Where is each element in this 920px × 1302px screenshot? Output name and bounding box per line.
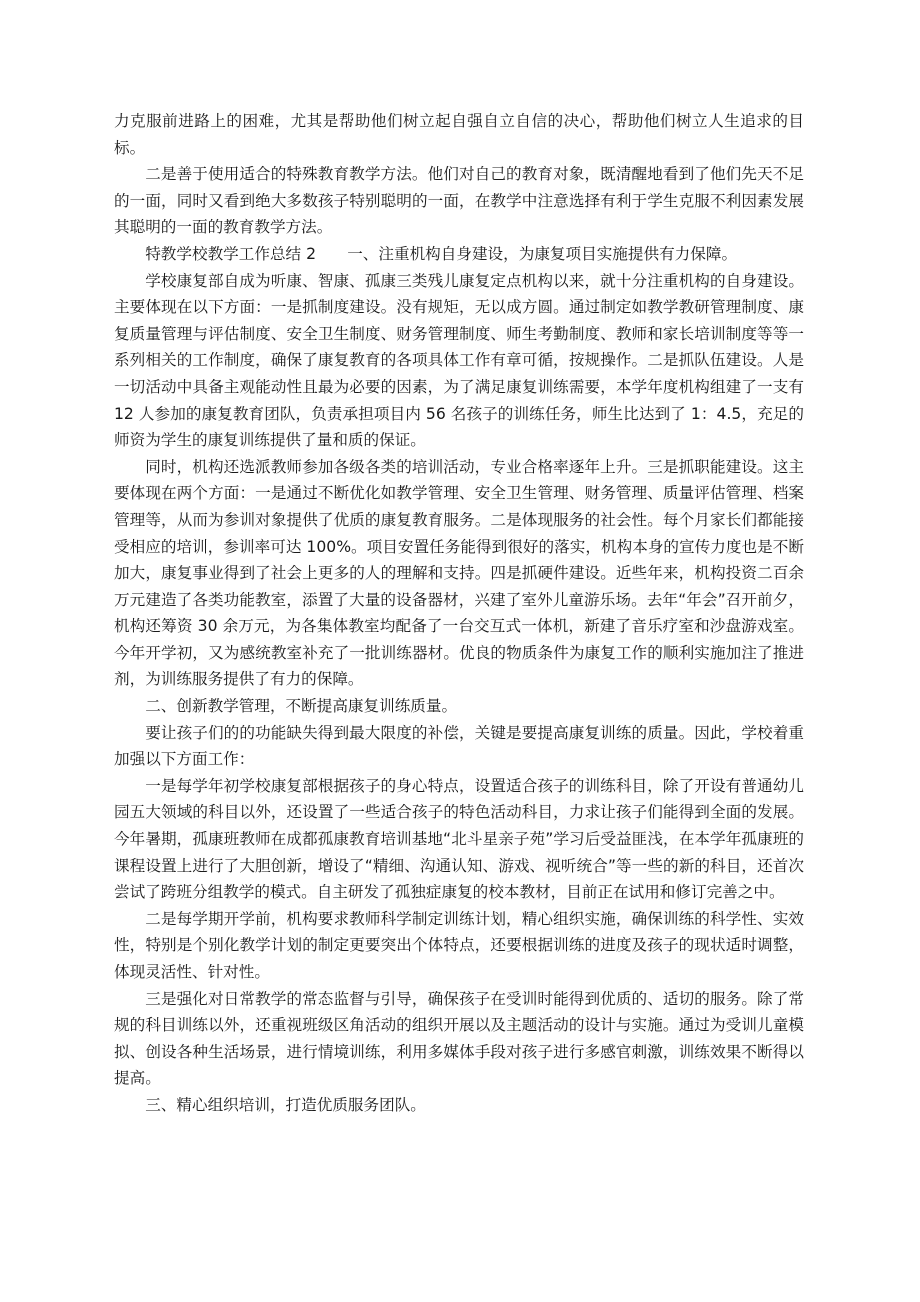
paragraph-training-quality: 要让孩子们的的功能缺失得到最大限度的补偿，关键是要提高康复训练的质量。因此，学校着重加强以下方面工作： (114, 723, 804, 769)
paragraph-point-one: 一是每学年初学校康复部根据孩子的身心特点，设置适合孩子的训练科目，除了开设有普通幼儿园五大领域的科目以外，还设置了一些适合孩子的特色活动科目，力求让孩子们能得到全面的发展。今年暑期，孤康班教师在成都孤康教育培训基地“北斗星亲子苑”学习后受益匪浅，在本学年孤康班的课程设置上进行了大胆创新，增设了“精细、沟通认知、游戏、视听统合”等一些的新的科目，还首次尝试了跨班分组教学的模式。自主研发了孤独症康复的校本教材，目前正在试用和修订完善之中。 (114, 776, 804, 902)
paragraph-continuation: 力克服前进路上的困难，尤其是帮助他们树立起自强自立自信的决心，帮助他们树立人生追求的目标。 (114, 112, 804, 157)
paragraph-point-two: 二是每学期开学前，机构要求教师科学制定训练计划，精心组织实施，确保训练的科学性、实效性，特别是个别化教学计划的制定更要突出个体特点，还要根据训练的进度及孩子的现状适时调整，体现灵活性、针对性。 (114, 909, 804, 981)
paragraph-point-three: 三是强化对日常教学的常态监督与引导，确保孩子在受训时能得到优质的、适切的服务。除了常规的科目训练以外，还重视班级区角活动的组织开展以及主题活动的设计与实施。通过为受训儿童模拟、创设各种生活场景，进行情境训练，利用多媒体手段对孩子进行多感官刺激，训练效果不断得以提高。 (114, 989, 804, 1088)
paragraph-functional-building: 同时，机构还选派教师参加各级各类的培训活动，专业合格率逐年上升。三是抓职能建设。这主要体现在两个方面：一是通过不断优化如教学管理、安全卫生管理、财务管理、质量评估管理、档案管理等，从而为参训对象提供了优质的康复教育服务。二是体现服务的社会性。每个月家长们都能接受相应的培训，参训率可达 100%。项目安置任务能得到很好的落实，机构本身的宣传力度也是不断加大，康复事业得到了社会上更多的人的理解和支持。四是抓硬件建设。近些年来，机构投资二百余万元建造了各类功能教室，添置了大量的设备器材，兴建了室外儿童游乐场。去年“年会”召开前夕，机构还筹资 30 余万元，为各集体教室均配备了一台交互式一体机，新建了音乐疗室和沙盘游戏室。今年开学初，又为感统教室补充了一批训练器材。优良的物质条件为康复工作的顺利实施加注了推进剂，为训练服务提供了有力的保障。 (114, 457, 804, 689)
heading-organize-training: 三、精心组织培训，打造优质服务团队。 (145, 1095, 426, 1114)
document-body (114, 108, 804, 1119)
heading-innovate-management: 二、创新教学管理，不断提高康复训练质量。 (145, 697, 458, 716)
paragraph-teaching-methods: 二是善于使用适合的特殊教育教学方法。他们对自己的教育对象，既清醒地看到了他们先天不足的一面，同时又看到绝大多数孩子特别聪明的一面，在教学中注意选择有利于学生克服不利因素发展其聪明的一面的教育教学方法。 (114, 165, 804, 237)
section-title-summary-2: 特教学校教学工作总结 2 一、注重机构自身建设，为康复项目实施提供有力保障。 (145, 244, 738, 263)
paragraph-institution-building: 学校康复部自成为听康、智康、孤康三类残儿康复定点机构以来，就十分注重机构的自身建设。主要体现在以下方面：一是抓制度建设。没有规矩，无以成方圆。通过制定如教学教研管理制度、康复质量管理与评估制度、安全卫生制度、财务管理制度、师生考勤制度、教师和家长培训制度等等一系列相关的工作制度，确保了康复教育的各项具体工作有章可循，按规操作。二是抓队伍建设。人是一切活动中具备主观能动性且最为必要的因素，为了满足康复训练需要，本学年度机构组建了一支有 12 人参加的康复教育团队，负责承担项目内 56 名孩子的训练任务，师生比达到了 1：4.5，充足的师资为学生的康复训练提供了量和质的保证。 (114, 271, 804, 450)
